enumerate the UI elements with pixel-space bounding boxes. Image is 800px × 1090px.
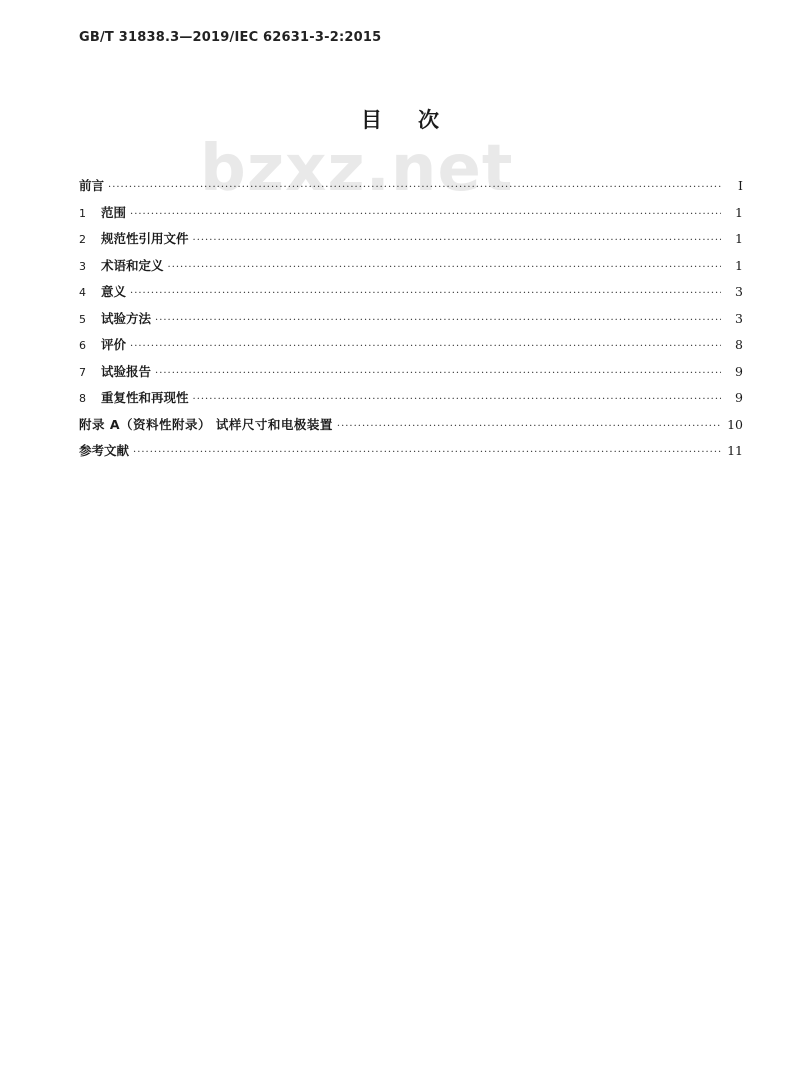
- toc-entry-page: 9: [735, 390, 743, 405]
- toc-entry-page: 9: [735, 363, 743, 379]
- toc-entry-terms-definitions[interactable]: [79, 256, 743, 283]
- toc-entry-page: 11: [727, 443, 743, 458]
- table-of-contents: [79, 176, 743, 468]
- toc-entry-title: 术语和定义: [101, 257, 164, 273]
- toc-entry-page: 8: [735, 337, 743, 352]
- toc-entry-page: 1: [735, 204, 743, 220]
- toc-entry-page: 1: [735, 257, 743, 273]
- toc-entry-title: 试验方法: [101, 310, 152, 326]
- toc-entry-title: 规范性引用文件: [101, 231, 189, 246]
- toc-entry-significance[interactable]: [79, 282, 743, 309]
- toc-entry-title: 前言: [79, 178, 105, 193]
- toc-entry-page: 3: [735, 310, 743, 326]
- toc-entry-number: 5: [79, 312, 86, 326]
- toc-entry-title: 意义: [101, 284, 127, 299]
- toc-entry-page: I: [738, 178, 743, 193]
- toc-entry-page: 1: [735, 231, 743, 246]
- toc-leader-dots: [155, 364, 721, 384]
- toc-entry-title: 试验报告: [101, 363, 152, 379]
- toc-leader-dots: [337, 417, 721, 437]
- toc-leader-dots: [130, 205, 721, 225]
- toc-leader-dots: [130, 284, 721, 304]
- toc-entry-normative-references[interactable]: [79, 229, 743, 256]
- toc-leader-dots: [133, 443, 721, 463]
- toc-entry-bibliography[interactable]: [79, 441, 743, 468]
- toc-entry-page: 10: [727, 416, 743, 432]
- toc-entry-title: 参考文献: [79, 443, 130, 458]
- toc-entry-title: 附录 A（资料性附录） 试样尺寸和电极装置: [79, 416, 333, 432]
- toc-leader-dots: [193, 390, 721, 410]
- toc-entry-number: 8: [79, 392, 86, 405]
- toc-entry-annex-a[interactable]: [79, 415, 743, 442]
- watermark-logo: bzxz.net: [200, 132, 514, 206]
- toc-entry-title: 范围: [101, 204, 127, 220]
- toc-entry-test-report[interactable]: [79, 362, 743, 389]
- toc-leader-dots: [193, 231, 721, 251]
- toc-entry-scope[interactable]: [79, 203, 743, 230]
- toc-entry-test-method[interactable]: [79, 309, 743, 336]
- toc-entry-number: 3: [79, 259, 86, 273]
- page-title: 目次: [361, 108, 475, 132]
- toc-entry-page: 3: [735, 284, 743, 299]
- toc-entry-number: 4: [79, 286, 86, 299]
- toc-entry-evaluation[interactable]: [79, 335, 743, 362]
- toc-entry-number: 1: [79, 206, 86, 220]
- toc-leader-dots: [155, 311, 721, 331]
- toc-leader-dots: [108, 178, 721, 198]
- toc-leader-dots: [130, 337, 721, 357]
- toc-entry-number: 7: [79, 365, 86, 379]
- standard-code-header: GB/T 31838.3—2019/IEC 62631-3-2:2015: [79, 30, 382, 45]
- toc-entry-number: 6: [79, 339, 86, 352]
- toc-entry-title: 重复性和再现性: [101, 390, 189, 405]
- toc-entry-foreword[interactable]: [79, 176, 743, 203]
- toc-entry-repeatability[interactable]: [79, 388, 743, 415]
- toc-leader-dots: [168, 258, 721, 278]
- toc-entry-number: 2: [79, 233, 86, 246]
- toc-entry-title: 评价: [101, 337, 127, 352]
